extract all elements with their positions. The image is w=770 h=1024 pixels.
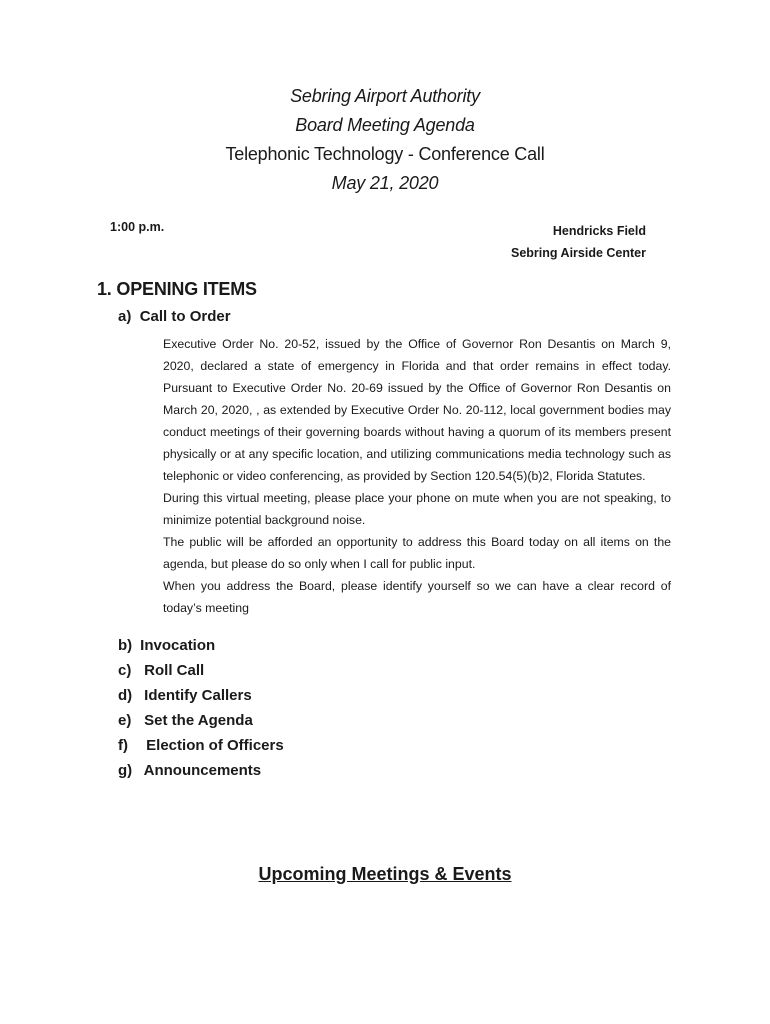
agenda-item-invocation [118, 633, 284, 658]
paragraph-executive-order: Executive Order No. 20-52, issued by the Office of Governor Ron Desantis on March 9, 2020, declared a state of emergency in Florida and that order remains in effect today. Pursuant to Executive Order No. 20-69 issued by the Office of Governor Ron Desantis on March 20, 2020, , as extended by Executive Order No. 20-112, local government bodies may conduct meetings of their governing boards without having a quorum of its members present physically or at any specific location, and utilizing communications media technology such as telephonic or video conferencing, as provided by Section 120.54(5)(b)2, Florida Statutes. [163, 337, 671, 483]
item-label: Set the Agenda [144, 712, 253, 729]
item-letter: c) [118, 662, 132, 679]
agenda-item-call-to-order [118, 308, 231, 325]
agenda-item-announcements [118, 758, 284, 783]
item-letter: f) [118, 737, 128, 754]
item-letter: e) [118, 712, 132, 729]
call-to-order-text [163, 333, 671, 619]
item-label: Roll Call [144, 662, 205, 679]
agenda-item-roll-call [118, 658, 284, 683]
agenda-item-identify-callers [118, 683, 284, 708]
organization-name: Sebring Airport Authority [290, 86, 480, 106]
item-letter: a) [118, 308, 132, 325]
meeting-location [511, 220, 646, 264]
item-letter: g) [118, 762, 133, 779]
paragraph-public-input: The public will be afforded an opportunity to address this Board today on all items on the agenda, but please do so only when I call for public input. [163, 535, 671, 571]
meeting-date: May 21, 2020 [331, 173, 439, 193]
agenda-item-set-the-agenda [118, 708, 284, 733]
document-subtitle: Telephonic Technology - Conference Call [225, 144, 545, 164]
item-label: Call to Order [139, 308, 231, 325]
section-heading-opening-items: 1. OPENING ITEMS [97, 279, 257, 299]
item-letter: b) [118, 637, 133, 654]
location-line-2: Sebring Airside Center [511, 246, 646, 260]
paragraph-mute-phone: During this virtual meeting, please place your phone on mute when you are not speaking, to minimize potential background noise. [163, 491, 671, 527]
item-label: Announcements [143, 762, 262, 779]
document-title: Board Meeting Agenda [295, 115, 475, 135]
upcoming-meetings-heading: Upcoming Meetings & Events [258, 864, 512, 884]
agenda-items-list [118, 633, 284, 783]
agenda-item-election-of-officers [118, 733, 284, 758]
item-label: Identify Callers [144, 687, 252, 704]
document-header [0, 82, 770, 198]
paragraph-identify-yourself: When you address the Board, please identify yourself so we can have a clear record of today’s meeting [163, 579, 671, 615]
location-line-1: Hendricks Field [552, 224, 646, 238]
meeting-time: 1:00 p.m. [110, 220, 165, 234]
item-label: Invocation [140, 637, 216, 654]
item-label: Election of Officers [146, 737, 284, 754]
item-letter: d) [118, 687, 133, 704]
